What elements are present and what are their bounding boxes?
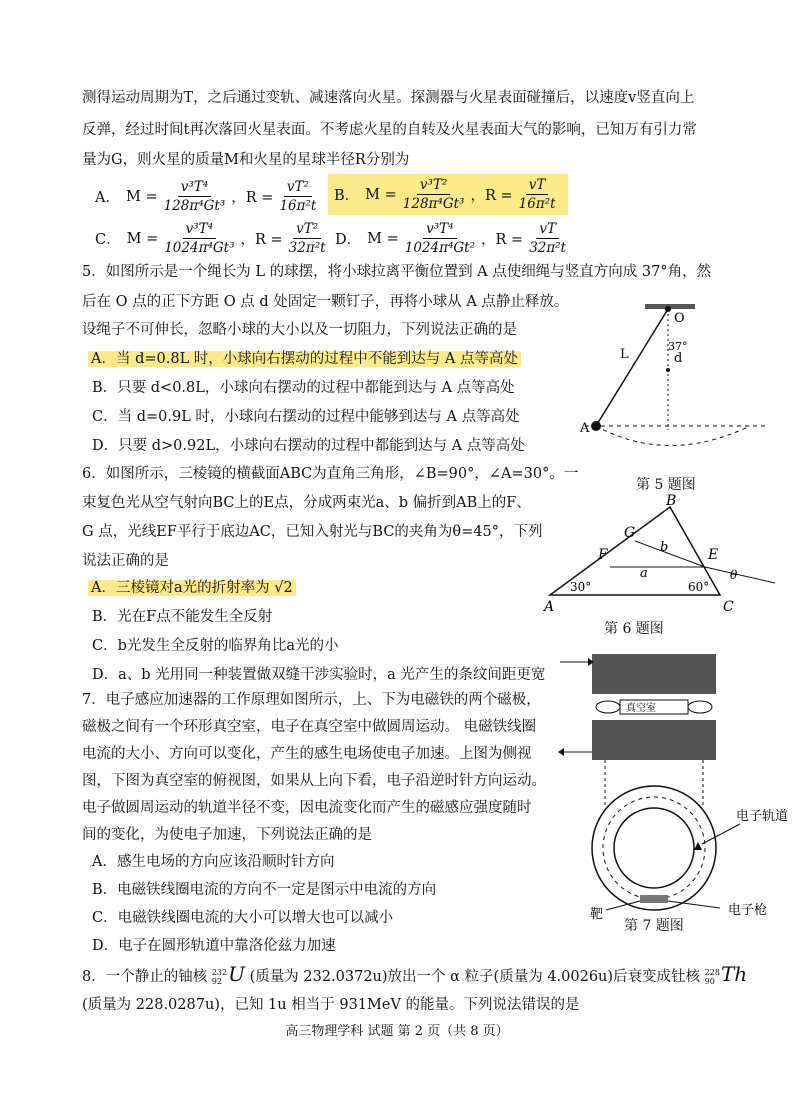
string-line <box>596 309 668 426</box>
q4-option-a: A． M = $\frac{\text{v³T⁴}}{\text{128π⁴Gt³}}$ ，R = $\frac{\text{vT²}}{\text{16π²t}}$ <box>95 178 322 215</box>
page-footer: 高三物理学科 试题 第 2 页（共 8 页） <box>285 1024 509 1039</box>
q6-option-c: C．b光发生全反射的临界角比a光的小 <box>92 638 339 654</box>
label-a: a <box>640 566 648 581</box>
fraction: $\frac{vT}{\text{16π²t}}$ <box>518 177 556 212</box>
target-label: 靶 <box>590 907 604 922</box>
q6-figure-caption: 第 6 题图 <box>604 621 664 637</box>
label-b: b <box>660 540 669 555</box>
q5-stem-line-1: 5．如图所示是一个绳长为 L 的球摆，将小球拉离平衡位置到 A 点使细绳与竖直方向成 37°角，然 <box>82 264 712 280</box>
q5-option-d: D．只要 d>0.92L，小球向右摆动的过程中都能到达与 A 点等高处 <box>92 438 525 454</box>
nail <box>666 368 670 372</box>
label-F: F <box>598 547 608 563</box>
q4-option-d: D． M = $\frac{\text{v³T⁴}}{\text{1024π⁴Gt²}}$ ，R = $\frac{vT}{\text{32π²t}}$ <box>335 220 572 257</box>
label-d: d <box>674 351 683 366</box>
label-theta: θ <box>730 568 738 582</box>
q7-option-c: C．电磁铁线圈电流的大小可以增大也可以减小 <box>92 910 394 926</box>
q7-stem-line-4: 图，下图为真空室的俯视图，如果从上向下看，电子沿逆时针方向运动。 <box>82 773 546 789</box>
electron-gun <box>640 895 668 903</box>
gun-label: 电子枪 <box>728 903 768 918</box>
q7-stem-line-5: 电子做圆周运动的轨道半径不变，因电流变化而产生的磁感应强度随时 <box>82 800 532 816</box>
u-nuclide-numbers: 232 92 <box>211 968 228 986</box>
q7-accelerator-figure <box>560 648 789 938</box>
q5-option-a: A．当 d=0.8L 时，小球向右摆动的过程中不能到达与 A 点等高处 <box>88 349 521 369</box>
q7-figure-caption: 第 7 题图 <box>624 918 684 934</box>
q5-stem-line-2: 后在 O 点的正下方距 O 点 d 处固定一颗钉子，再将小球从 A 点静止释放。 <box>82 294 569 310</box>
incident-ray <box>705 567 775 583</box>
fraction: $\frac{\text{vT²}}{\text{16π²t}}$ <box>279 179 317 214</box>
q4-option-c: C． M = $\frac{\text{v³T⁴}}{\text{1024π⁴Gt³}}$ ，R = $\frac{\text{vT²}}{\text{32π²t}}$ <box>95 220 332 257</box>
label-C: C <box>723 599 734 615</box>
inner-ring <box>614 808 694 888</box>
q5-option-b: B．只要 d<0.8L，小球向右摆动的过程中都能到达与 A 点等高处 <box>92 380 515 396</box>
q6-stem-line-1: 6．如图所示，三棱镜的横截面ABC为直角三角形，∠B=90°，∠A=30°。一 <box>82 466 579 482</box>
swing-arc <box>596 426 750 446</box>
vacuum-label: 真空室 <box>626 703 656 714</box>
label-60: 60° <box>688 580 710 594</box>
fraction: $\frac{\text{v³T²}}{\text{128π⁴Gt³}}$ <box>402 177 465 212</box>
q6-stem-line-2: 束复色光从空气射向BC上的E点，分成两束光a、b 偏折到AB上的F、 <box>82 495 531 511</box>
orbit-label: 电子轨道 <box>736 809 789 824</box>
q6-stem-line-4: 说法正确的是 <box>82 553 169 569</box>
q6-option-d: D．a、b 光用同一种装置做双缝干涉实验时，a 光产生的条纹间距更宽 <box>92 667 546 683</box>
q6-option-b: B．光在F点不能发生全反射 <box>92 609 273 625</box>
q4-stem-line-2: 反弹，经过时间t再次落回火星表面。不考虑火星的自转及火星表面大气的影响，已知万有引力常 <box>82 122 697 138</box>
q6-stem-line-3: G 点，光线EF平行于底边AC，已知入射光与BC的夹角为θ=45°，下列 <box>82 524 543 540</box>
q8-stem-line-1: 8．一个静止的铀核 232 92 U (质量为 232.0372u)放出一个 α 粒子(质量为 4.0026u)后衰变成钍核 228 90 Th <box>82 962 748 986</box>
q7-stem-line-3: 电流的大小、方向可以变化，产生的感生电场使电子加速。上图为侧视 <box>82 746 532 762</box>
q6-option-a: A．三棱镜对a光的折射率为 √2 <box>88 578 296 598</box>
q7-option-a: A．感生电场的方向应该沿顺时针方向 <box>92 854 335 870</box>
label-G: G <box>624 525 636 541</box>
fraction: $\frac{\text{vT²}}{\text{32π²t}}$ <box>288 221 326 256</box>
label-a: A <box>580 421 590 436</box>
orbit-direction-arrow <box>694 842 702 850</box>
th-nuclide-numbers: 228 90 <box>704 968 720 986</box>
pivot-o <box>665 306 671 312</box>
label-o: O <box>674 311 685 326</box>
label-B: B <box>666 493 677 509</box>
label-angle: 37° <box>668 340 688 353</box>
orbit-side-left <box>596 701 620 713</box>
fraction: $\frac{vT}{\text{32π²t}}$ <box>529 221 567 256</box>
upper-magnet <box>592 654 716 694</box>
fraction: $\frac{\text{v³T⁴}}{\text{1024π⁴Gt²}}$ <box>404 221 476 256</box>
q7-stem-line-2: 磁极之间有一个环形真空室，电子在真空室中做圆周运动。 电磁铁线圈 <box>82 719 537 735</box>
label-E: E <box>708 547 719 563</box>
label-30: 30° <box>570 580 592 594</box>
q7-stem-line-1: 7．电子感应加速器的工作原理如图所示，上、下为电磁铁的两个磁极， <box>82 692 541 708</box>
q7-stem-line-6: 间的变化，为使电子加速，下列说法正确的是 <box>82 827 372 843</box>
lower-magnet <box>592 720 716 760</box>
q5-option-c: C．当 d=0.9L 时，小球向右摆动的过程中能够到达与 A 点等高处 <box>92 409 520 425</box>
q4-option-b-highlighted: B． M = $\frac{\text{v³T²}}{\text{128π⁴Gt³}}$ ，R = $\frac{vT}{\text{16π²t}}$ <box>328 174 568 215</box>
q4-stem-line-1: 测得运动周期为T，之后通过变轨、减速落向火星。探测器与火星表面碰撞后，以速度v竖直向上 <box>82 90 695 106</box>
q4-stem-line-3: 量为G，则火星的质量M和火星的星球半径R分别为 <box>82 152 410 168</box>
q5-figure-caption: 第 5 题图 <box>636 477 696 493</box>
orbit-side-right <box>688 701 712 713</box>
label-A: A <box>544 599 555 615</box>
label-l: L <box>620 347 629 362</box>
q7-option-b: B．电磁铁线圈电流的方向不一定是图示中电流的方向 <box>92 882 437 898</box>
q7-option-d: D．电子在圆形轨道中靠洛伦兹力加速 <box>92 938 336 954</box>
q5-pendulum-figure <box>570 300 770 500</box>
q6-prism-figure <box>540 495 780 615</box>
q5-stem-line-3: 设绳子不可伸长，忽略小球的大小以及一切阻力，下列说法正确的是 <box>82 322 517 338</box>
electron-orbit <box>603 797 705 899</box>
q8-stem-line-2: (质量为 228.0287u)，已知 1u 相当于 931MeV 的能量。下列说法错误的是 <box>82 997 580 1013</box>
fraction: $\frac{\text{v³T⁴}}{\text{1024π⁴Gt³}}$ <box>164 221 235 256</box>
fraction: $\frac{\text{v³T⁴}}{\text{128π⁴Gt³}}$ <box>163 179 226 214</box>
